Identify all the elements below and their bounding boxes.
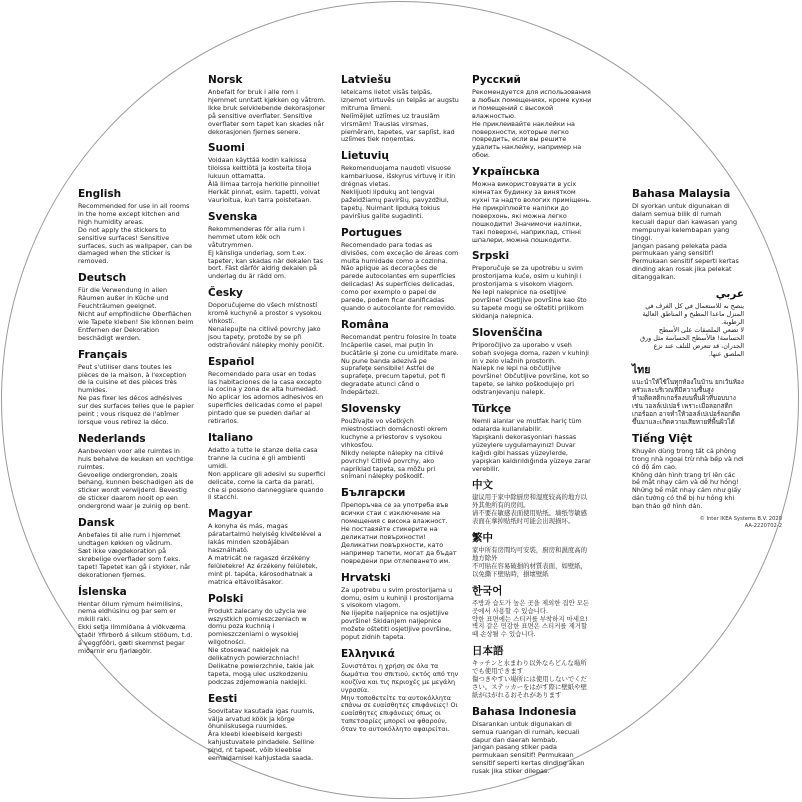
language-heading: Українська <box>472 166 540 179</box>
language-text: Anbefalt for bruk i alle rom i hjemmet unntatt kjøkken og våtrom. Ikke bruk selvklebende dekorasjoner på sensitive overflater. Sensitive overflater som tapet kan skades når dekorasjonen fjernes senere. <box>208 88 326 136</box>
language-heading: Srpski <box>472 250 510 263</box>
language-text: Di syorkan untuk digunakan di dalam semua bilik di rumah kecuali dapur dan kawasan yang mempunyai kelembapan yang tinggi. Jangan pasang pelekata pada permukaan yang sensitif! Permukaan sensitif seperti kertas dinding akan rosak jika pelekat ditanggalkan. <box>632 202 739 282</box>
language-section <box>208 693 326 763</box>
language-text: 家中所有房間均可安裝，廚房和濕度高的地方除外 不可貼在容易破損的材質表面，如壁紙，以免撕下壁貼時，損壞壁紙 <box>472 546 588 578</box>
language-text: Für die Verwendung in allen Räumen außer in Küche und Feuchträumen geeignet. Nicht auf empfindliche Oberflächen wie Tapete kleben! Sie können beim Entfernen der Dekoration beschädigt werden. <box>78 286 194 342</box>
language-section <box>341 319 459 397</box>
language-text: Anbefales til alle rum i hjemmet undtagen køkken og vådrum. Sæt ikke vægdekoration på skrøbelige overflader som f.eks. tapet! Tapetet kan gå i stykker, når dekorationen fjernes. <box>78 531 191 579</box>
language-section <box>208 142 326 204</box>
language-section <box>208 508 326 586</box>
language-section <box>632 288 744 358</box>
language-text: Recomendado para usar en todas las habitaciones de la casa excepto la cocina y zona de alta humedad. No aplicar los adornos adhesivos en superficies delicadas como el papel pintado que se pueden dañar al retirarlos. <box>208 369 324 426</box>
language-section <box>341 403 459 481</box>
language-heading: 中文 <box>472 479 493 492</box>
article-code: AA-2220702-2 <box>744 523 782 529</box>
language-text: Soovitatav kasutada igas ruumis, välja arvatud köök ja kõrge õhuniiskusega ruumides. Ära kleebi kleebiseid kergesti kahjustuvatele pindadele. Selline pind, nt tapeet, võib kleebise eemaldamisel kahjustada saada. <box>208 706 315 763</box>
language-heading: Slovenščina <box>472 326 543 339</box>
language-heading: Tiếng Việt <box>632 432 693 445</box>
language-heading: Deutsch <box>78 272 127 285</box>
language-heading: Polski <box>208 592 244 605</box>
language-heading: Dansk <box>78 517 115 530</box>
language-heading: Slovensky <box>341 403 401 416</box>
language-heading: ไทย <box>632 364 651 377</box>
language-text: Za upotrebu u svim prostorijama u domu, osim u kuhinji i prostorijama s visokom vlagom. Ne lijepite naljepnice na osjetljive površine! Skidanjem naljepnice možete oštetiti osjetljive površine, poput zidnih tapeta. <box>341 585 454 642</box>
language-text: Recomendado para todas as divisões, com exceção de áreas com muita humidade como a cozinha. Não aplique as decorações de parede autocolantes em superfícies delicadas! As superfícies delicadas, como por exemplo o papel de parede, podem ficar danificadas quando o autocolante for removido. <box>341 240 459 312</box>
language-section <box>78 349 194 427</box>
language-heading: Bahasa Indonesia <box>472 705 577 718</box>
language-text: 주방과 습도가 높은 곳을 제외한 집안 모든 곳에서 사용할 수 있습니다. 약한 표면에는 스티커를 부착하지 마세요! 벽지 같은 민감한 표면은 스티커를 제거할 때 손상될 수 있습니다. <box>472 598 590 639</box>
language-section <box>208 211 326 281</box>
language-section <box>208 432 326 502</box>
language-section <box>472 74 592 160</box>
copyright-text: © Inter IKEA Systems B.V. 2020 <box>699 516 782 522</box>
language-text: Можна використовувати в усіх кімнатах будинку за винятком кухні та надто вологих приміщень. Не прикріплюйте наліпки до поверхонь, які можна легко пошкодити! Значимочи наліпки, такі поверхні, наприклад, стінні шпалери, можна пошкодити. <box>472 180 592 244</box>
language-text: Συνιστάται η χρήση σε όλα τα δωμάτια του σπιτιού, εκτός από την κουζίνα και τις περιοχές με μεγάλη υγρασία. Μην τοποθετείτε τα αυτοκόλλητα επάνω σε ευαίσθητες επιφάνειες! Οι ευαίσθητες επιφάνειες όπως οι ταπετσαρίες μπορεί να φθαρούν, όταν το αυτοκόλλητο αφαιρείται. <box>341 661 459 734</box>
language-section <box>208 74 326 136</box>
language-section <box>472 166 592 244</box>
language-heading: Hrvatski <box>341 571 391 584</box>
language-section <box>472 706 592 776</box>
language-section <box>78 517 194 579</box>
language-text: キッチンと水まわり以外ならどんな場所でも使用できます 傷つきやすい場所には使用しないでください。ステッカーをはがす際に壁紙や壁紙がはがれるおそれがあります <box>472 659 588 699</box>
language-heading: Bahasa Malaysia <box>632 188 731 200</box>
language-section <box>472 250 592 320</box>
language-text: Khuyên dùng trong tất cả phòng trong nhà ngoại trừ nhà bếp và nơi có độ ẩm cao. Không dán hình trang trí lên các bề mặt nhạy cảm và dễ hư hỏng! Những bề mặt nhạy cảm như giấy dán tường có thể bị hư hỏng khi bạn tháo gỡ hình dán. <box>632 446 744 511</box>
language-text: Rekomenduojama naudoti visuose kambariuose, išskyrus virtuvę ir itin drėgnas vietas. Neklijuoti lipdukų ant lengvai pažeidžiamų paviršių, pavyzdžiui, tapetų. Nuimant lipduką tokius paviršius galite sugadinti. <box>341 164 456 220</box>
language-section <box>472 532 592 579</box>
column-4 <box>472 74 592 782</box>
language-text: Nemli alanlar ve mutfak hariç tüm odalarda kullanılabilir. Yapışkanlı dekorasyonları hassas yüzeylere uygulamayınız! Duvar kağıdı gibi hassas yüzeylerde, yapışkan kaldırıldığında yüzeye zarar verebilir. <box>472 417 591 473</box>
language-text: Препоръчва се за употреба във всички стаи с изключение на помещения с висока влажност. Не поставяйте стикерите на деликатни повърхности! Деликатни повърхности, като например тапети, могат да бъдат повредени при отлепването им. <box>341 501 457 565</box>
language-text: Recomandat pentru folosire în toate încăperile casei, mai puţin în bucătărie şi zone cu umiditate mare. Nu pune banda adezivă pe suprafeţe sensibile! Astfel de suprafeţe, precum tapetul, pot fi degradate atunci când o îndepărtezi. <box>341 332 459 397</box>
language-section <box>632 188 744 282</box>
language-text: Voidaan käyttää kodin kaikissa tiloissa keittiötä ja kosteita tiloja lukuun ottamatta. Älä liimaa tarroja herkille pinnoille! Herkät pinnat, esim. tapetti, voivat vaurioitua, kun tarra poistetaan. <box>208 156 321 204</box>
language-text: Produkt zalecany do użycia we wszystkich pomieszczeniach w domu poza kuchnią i pomieszczeniami o wysokiej wilgotności. Nie stosować naklejek na delikatnych powierzchniach! Delikatne powierzchnie, takie jak tapeta, mogą ulec uszkodzeniu podczas zdjemowania naklejki. <box>208 606 314 686</box>
language-section <box>341 150 459 220</box>
language-text: Рекомендуется для использования в любых помещениях, кроме кухни и помещений с высокой влажностью. Не приклеивайте наклейки на поверхности, которые легко повредить, если вы решите удалить наклейку, например на обои. <box>472 88 592 160</box>
language-text: Adatto a tutte le stanze della casa tranne la cucina e gli ambienti umidi. Non applicare gli adesivi su superfici delicate, come la carta da parati, che si possono danneggiare quando li stacchi. <box>208 446 326 502</box>
language-heading: Svenska <box>208 210 258 223</box>
language-text: ينصح به للاستعمال في كل الغرف في المنزل ماعدا المطبخ و المناطق العالية الرطوبة. لا تضعي الملصقات على الأسطح الحساسة! فالأسطح الحساسة مثل ورق الجدران، قد تتعرض للتلف عند نزع الملصق عنها. <box>640 302 744 358</box>
language-text: Priporočljivo za uporabo v vseh sobah svojega doma, razen v kuhinji in v zelo vlažnih prostorih. Nalepk ne lepi na občutljive površine! Občutljive površine, kot so tapete, se lahko poškodujejo pri odstranjevanju nalepk. <box>472 340 589 397</box>
language-section <box>632 433 744 511</box>
language-section <box>341 648 459 734</box>
language-heading: Româna <box>341 318 389 331</box>
language-section <box>78 272 194 342</box>
language-text: Používajte vo všetkých miestnostiach domácnosti okrem kuchyne a priestorov s vysokou vlhkosťou. Nikdy nelepte nálepky na citlivé povrchy! Citlivé povrchy, ako napríklad tapeta, sa môžu pri snímaní nálepky poškodiť. <box>341 417 448 481</box>
column-1 <box>78 188 194 662</box>
language-heading: Portugues <box>341 226 402 239</box>
language-heading: Nederlands <box>78 432 146 445</box>
language-heading: Česky <box>208 287 243 300</box>
language-heading: Magyar <box>208 508 253 521</box>
language-text: A konyha és más, magas páratartalmú helyiség kivételével a lakás minden szobájában használható. A matricát ne ragaszd érzékeny felületekre! Az érzékeny felületek, mint pl. tapéta, károsodhatnak a matrica eltávolításakor. <box>208 522 322 586</box>
language-text: Aanbevolen voor alle ruimtes in huis behalve de keuken en vochtige ruimtes. Gevoelige ondergronden, zoals behang, kunnen beschadigen als de sticker wordt verwijderd. Bevestig de sticker daarom nooit op een ondergrond waar je zuinig op bent. <box>78 446 194 511</box>
language-heading: Български <box>341 487 406 500</box>
language-section <box>78 586 194 656</box>
language-heading: Íslenska <box>78 585 127 598</box>
language-section <box>208 287 326 349</box>
language-heading: Русский <box>472 74 521 86</box>
language-section <box>472 645 592 700</box>
language-section <box>208 356 326 426</box>
language-heading: Ελληνικά <box>341 647 395 660</box>
language-heading: English <box>78 188 122 200</box>
language-section <box>472 403 592 473</box>
language-text: Rekommenderas för alla rum i hemmet utom kök och våtutrymmen. Ej känsliga underlag, som t.ex. tapeter, kan skadas när dekalen tas bort. Fäst därför aldrig dekalen på underlag du är rädd om. <box>208 224 323 281</box>
language-heading: Italiano <box>208 432 253 444</box>
column-5 <box>632 188 744 517</box>
column-2 <box>208 74 326 769</box>
language-section <box>341 487 459 565</box>
language-heading: عربي <box>715 288 744 301</box>
language-section <box>341 227 459 313</box>
language-section <box>78 188 194 266</box>
language-heading: Español <box>208 355 255 368</box>
language-text: แนะนำให้ใช้ในทุกห้องในบ้าน ยกเว้นห้องครัวและบริเวณที่มีความชื้นสูง ห้ามติดสติกเกอร์ลงบนพื้นผิวที่บอบบาง เช่น วอลล์เปเปอร์ เพราะเมื่อลอกสติกเกอร์ออก อาจทำให้วอลล์เปเปอร์ลอกติดขึ้นมาและเกิดความเสียหายที่พื้นผิวได้ <box>632 378 744 426</box>
footer <box>640 516 782 530</box>
language-heading: 日本語 <box>472 645 504 658</box>
language-text: Ieteicams lietot visās telpās, izņemot virtuvēs un telpās ar augstu mitruma līmeni. Nelīmējiet uzlīmes uz trauslām virsmām! Trauslas virsmas, piemēram, tapetes, var saplīst, kad uzlīmes tiek noņemtas. <box>341 88 459 144</box>
language-heading: Eesti <box>208 692 238 705</box>
language-section <box>472 327 592 397</box>
language-heading: Suomi <box>208 142 245 155</box>
language-section <box>341 572 459 642</box>
language-section <box>341 74 459 144</box>
language-text: Hentar öllum rýmum heimilisins, nema eldhúsinu og þar sem er mikill raki. Ekki setja límmiðana á viðkvæma staði! Yfirborð á slíkum stöðum, t.d. á veggfóðri, gæti skemmst þegar miðarnir eru fjarlægðir. <box>78 599 193 655</box>
language-heading: Lietuvių <box>341 150 389 163</box>
language-heading: Türkçe <box>472 403 512 416</box>
language-heading: 한국어 <box>472 584 503 597</box>
column-3 <box>341 74 459 740</box>
language-heading: Français <box>78 348 128 361</box>
language-section <box>472 585 592 640</box>
language-section <box>632 364 744 426</box>
language-heading: Latviešu <box>341 74 392 86</box>
language-text: 建议用于家中除厨房和湿度较高的地方以外其他所有的房间。 请不要在敏感表面使用贴纸。墙纸等敏感表面在拿掉贴纸时可能会出现损坏。 <box>472 493 588 526</box>
language-heading: Norsk <box>208 74 243 86</box>
language-section <box>78 433 194 511</box>
language-text: Disarankan untuk digunakan di semua ruangan di rumah, kecuali dapur dan daerah lembab. Jangan pasang stiker pada permukaan sensitif! Permukaan sensitif seperti kertas dinding akan rusak jika stiker dilepas. <box>472 719 585 776</box>
language-section <box>208 593 326 687</box>
language-text: Recommended for use in all rooms in the home except kitchen and high humidity areas. Do not apply the stickers to sensitive surfaces! Sensitive surfaces, such as wallpaper, can be damaged when the sticker is removed. <box>78 202 193 266</box>
language-section <box>472 479 592 526</box>
language-text: Peut s'utiliser dans toutes les pièces de la maison, à l'exception de la cuisine et des pièces très humides. Ne pas fixer les décos adhésives sur des surfaces telles que le papier peint ; vous risquez de l'abîmer lorsque vous retirez la déco. <box>78 362 194 426</box>
language-text: Preporučuje se za upotrebu u svim prostorijama kuće, osim u kuhinji i prostorijama s visokom vlagom. Ne lepi nalepnice na osetljive površine! Osetljive površine kao što su tapete mogu se oštetiti prilikom skidanja nalepnica. <box>472 264 587 320</box>
language-text: Doporučujeme do všech místností kromě kuchyně a prostor s vysokou vlhkostí. Nenalepujte na citlivé povrchy jako jsou tapety, protože by se při odstraňování nálepky mohly poničit. <box>208 301 325 349</box>
language-heading: 繁中 <box>472 532 493 545</box>
